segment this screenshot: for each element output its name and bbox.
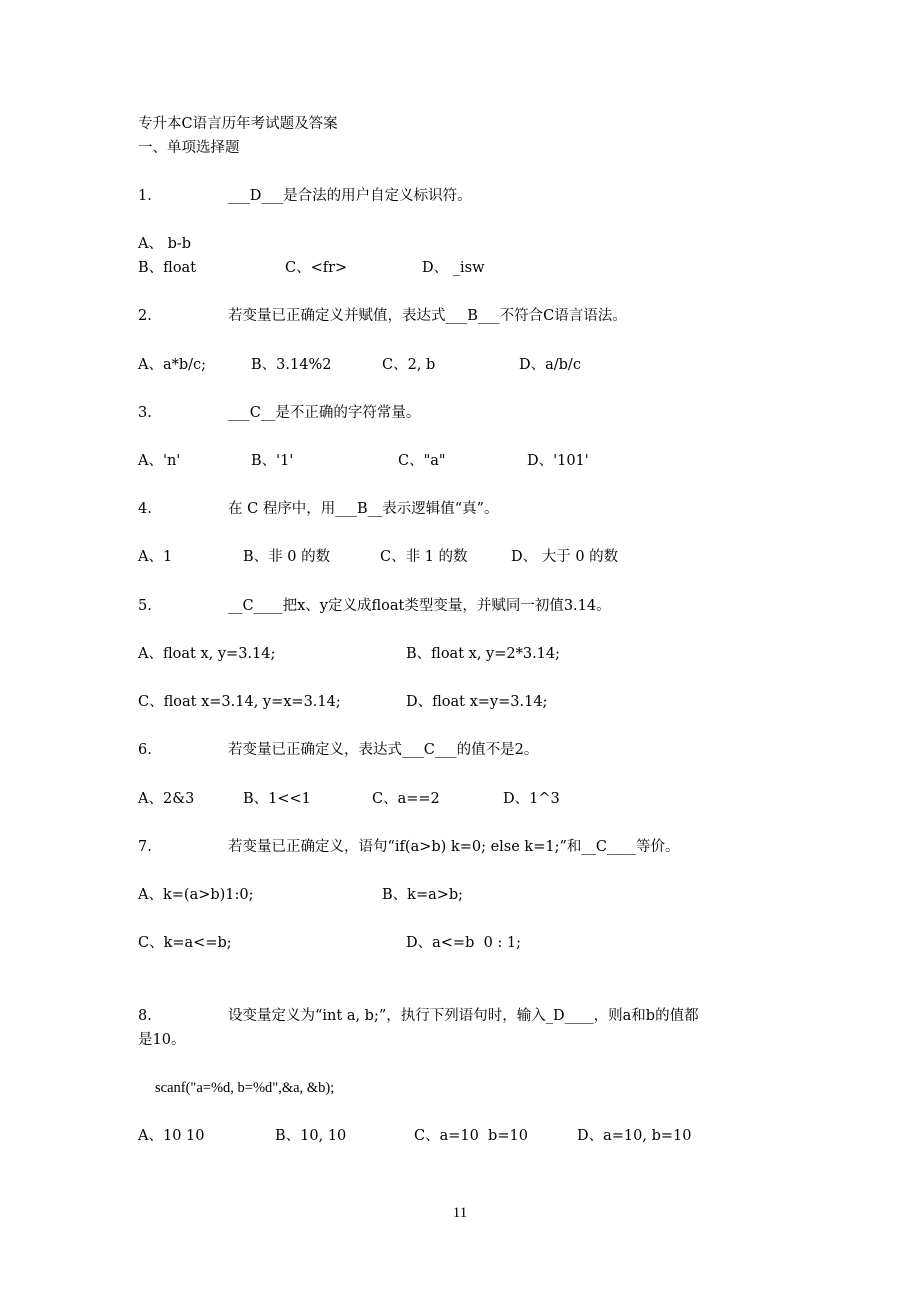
question-stem: 在 C 程序中，用___B__表示逻辑值“真”。 — [228, 501, 499, 517]
option-c: C、非 1 的数 — [380, 549, 468, 565]
question-number: 6. — [138, 742, 152, 758]
option-b: B、float x, y=2*3.14; — [406, 646, 561, 662]
option-d: D、1^3 — [503, 791, 560, 807]
question-stem: 设变量定义为“int a, b;”，执行下列语句时，输入_D____，则a和b的值都 — [228, 1008, 699, 1024]
question-number: 2. — [138, 308, 152, 324]
question-number: 8. — [138, 1008, 152, 1024]
option-c: C、a=10 b=10 — [414, 1128, 528, 1144]
option-c: C、float x=3.14, y=x=3.14; — [138, 694, 341, 710]
option-a: A、1 — [138, 549, 173, 565]
question-number: 4. — [138, 501, 152, 517]
option-b: B、3.14%2 — [251, 357, 332, 373]
option-a: A、float x, y=3.14; — [138, 646, 276, 662]
option-d: D、float x=y=3.14; — [406, 694, 548, 710]
option-c: C、2, b — [382, 357, 436, 373]
option-b: B、float — [138, 260, 197, 276]
option-b: B、10, 10 — [275, 1128, 347, 1144]
option-a: A、10 10 — [138, 1128, 205, 1144]
question-number: 7. — [138, 839, 152, 855]
code-snippet: scanf("a=%d, b=%d",&a, &b); — [155, 1080, 335, 1096]
option-d: D、a/b/c — [519, 357, 581, 373]
option-a: A、a*b/c; — [138, 357, 207, 373]
page-number: 11 — [452, 1205, 468, 1221]
option-c: C、"a" — [398, 453, 446, 469]
question-stem: 若变量已正确定义，表达式___C___的值不是2。 — [228, 742, 539, 758]
question-stem: 若变量已正确定义并赋值，表达式___B___不符合C语言语法。 — [228, 308, 627, 324]
option-c: C、k=a<=b; — [138, 935, 232, 951]
question-number: 3. — [138, 405, 152, 421]
question-stem: __C____把x、y定义成float类型变量，并赋同一初值3.14。 — [228, 598, 611, 614]
option-d: D、 _isw — [422, 260, 485, 276]
option-a: A、'n' — [138, 453, 181, 469]
option-c: C、<fr> — [285, 260, 348, 276]
option-a: A、 b-b — [138, 236, 192, 252]
doc-title: 专升本C语言历年考试题及答案 — [138, 116, 338, 132]
question-stem: ___C__是不正确的字符常量。 — [228, 405, 421, 421]
option-a: A、2&3 — [138, 791, 195, 807]
option-d: D、a=10, b=10 — [577, 1128, 692, 1144]
option-b: B、1<<1 — [243, 791, 311, 807]
option-d: D、'101' — [527, 453, 589, 469]
question-stem: 若变量已正确定义，语句“if(a>b) k=0; else k=1;”和__C____等价。 — [228, 839, 680, 855]
option-c: C、a==2 — [372, 791, 440, 807]
question-stem-continued: 是10。 — [138, 1032, 186, 1048]
question-number: 5. — [138, 598, 152, 614]
option-a: A、k=(a>b)1:0; — [138, 887, 254, 903]
option-d: D、 大于 0 的数 — [511, 549, 619, 565]
question-stem: ___D___是合法的用户自定义标识符。 — [228, 188, 472, 204]
option-d: D、a<=b 0 : 1; — [406, 935, 522, 951]
option-b: B、k=a>b; — [382, 887, 464, 903]
section-heading: 一、单项选择题 — [138, 140, 240, 156]
option-b: B、非 0 的数 — [243, 549, 331, 565]
option-b: B、'1' — [251, 453, 294, 469]
question-number: 1. — [138, 188, 152, 204]
